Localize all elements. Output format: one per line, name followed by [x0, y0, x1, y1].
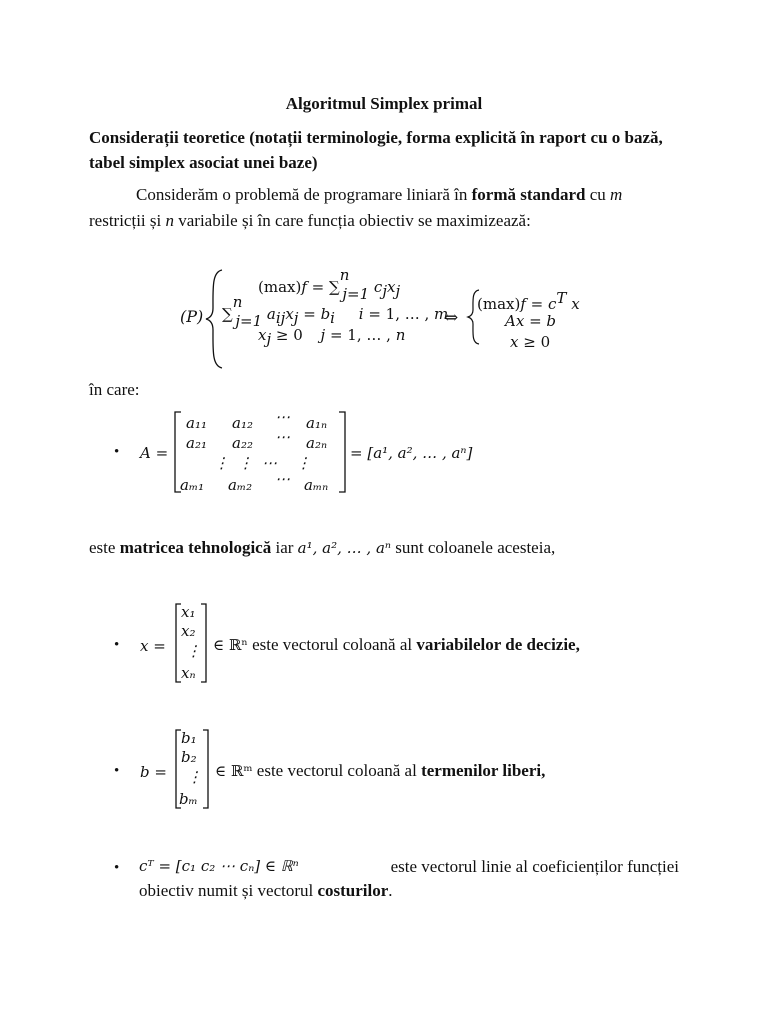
c-text-2: obiectiv numit și vectorul — [139, 881, 318, 900]
cell-dots-1: ⋯ — [275, 408, 290, 426]
x-space: ∈ ℝⁿ — [213, 636, 248, 654]
vector-c-line-1 — [139, 857, 679, 877]
bullet-x: • — [114, 637, 120, 653]
cell-a22: a₂₂ — [232, 434, 253, 452]
cell-amn: aₘₙ — [304, 476, 329, 494]
bullet-A: • — [114, 444, 120, 460]
cell-a11: a₁₁ — [186, 414, 207, 432]
vector-x-desc — [213, 635, 580, 655]
vector-b-lhs: b = — [140, 763, 167, 781]
mt-text-2: iar — [271, 538, 298, 557]
vector-c-line-2 — [139, 881, 679, 901]
cell-dots-2: ⋯ — [275, 428, 290, 446]
x-entry-1: x₁ — [181, 603, 196, 621]
mt-text-1: este — [89, 538, 120, 557]
in-care-label: în care: — [89, 380, 140, 399]
matrix-A-lhs: A = — [140, 444, 169, 462]
system-label: (P) — [180, 307, 204, 326]
cell-dots-3: ⋯ — [262, 454, 277, 472]
x-entry-4: xₙ — [181, 664, 196, 682]
intro-n: n — [165, 211, 174, 230]
x-entry-2: x₂ — [181, 622, 196, 640]
b-entry-4: bₘ — [179, 790, 198, 808]
cell-vdots-2: ⋮ — [238, 454, 253, 472]
intro-paragraph — [89, 182, 679, 234]
mt-bold: matricea tehnologică — [119, 538, 272, 557]
matrix-form-nonneg: x ≥ 0 — [510, 333, 551, 351]
cell-a2n: a₂ₙ — [306, 434, 328, 452]
mt-text-3: sunt coloanele acesteia, — [390, 538, 556, 557]
cell-am2: aₘ₂ — [228, 476, 253, 494]
x-text: este vectorul coloană al — [247, 635, 417, 654]
b-text: este vectorul coloană al — [252, 761, 422, 780]
cell-dots-4: ⋯ — [275, 470, 290, 488]
c-bold: costurilor — [317, 881, 389, 900]
matrix-description — [89, 538, 555, 558]
b-entry-1: b₁ — [181, 729, 197, 747]
system-row-constraint: ∑$^n_{j=1}$ $a_{ij}x_j = b_i$ i = 1, … , m — [222, 293, 449, 330]
cell-vdots-1: ⋮ — [214, 454, 229, 472]
cell-a21: a₂₁ — [186, 434, 207, 452]
equivalence-symbol: ⇔ — [444, 308, 459, 328]
page-title: Algoritmul Simplex primal — [285, 94, 483, 113]
b-bold: termenilor liberi, — [421, 761, 546, 780]
intro-bold-standard-form: formă standard — [471, 185, 586, 204]
mt-math: a¹, a², … , aⁿ — [297, 539, 391, 557]
b-entry-3: ⋮ — [187, 768, 202, 786]
vector-x-lhs: x = — [140, 637, 166, 655]
c-text-1: este vectorul linie al coeficienților funcției — [390, 857, 679, 876]
cell-am1: aₘ₁ — [180, 476, 205, 494]
c-end: . — [388, 881, 393, 900]
b-entry-2: b₂ — [181, 748, 197, 766]
intro-m: m — [610, 185, 623, 204]
x-bold: variabilelor de decizie, — [416, 635, 580, 654]
c-math: cᵀ = [c₁ c₂ ⋯ cₙ] ∈ ℝⁿ — [139, 857, 299, 875]
section-heading: Considerații teoretice (notații terminologie, forma explicită în raport cu o bază, tabel simplex asociat unei baze) — [89, 128, 663, 172]
cell-a1n: a₁ₙ — [306, 414, 328, 432]
vector-b-desc — [215, 761, 545, 781]
system-row-objective: (max)f = ∑$^n_{j=1}$ $c_jx_j$ — [258, 266, 401, 303]
intro-text-3: restricții și — [89, 211, 166, 230]
matrix-form-objective: $(\max)f = c^T$ x — [477, 289, 580, 313]
matrix-A-rhs: = [a¹, a², … , aⁿ] — [350, 444, 473, 462]
vector-c-block — [139, 857, 679, 901]
matrix-form-constraint: Ax = b — [505, 312, 557, 330]
cell-a12: a₁₂ — [232, 414, 253, 432]
system-row-nonneg: $x_j \ge 0$ j = 1, … , n — [258, 326, 406, 348]
cell-vdots-3: ⋮ — [296, 454, 311, 472]
intro-text-4: variabile și în care funcția obiectiv se maximizează: — [173, 211, 531, 230]
x-entry-3: ⋮ — [186, 642, 201, 660]
bullet-b: • — [114, 763, 120, 779]
bullet-c: • — [114, 860, 120, 876]
intro-text-1: Considerăm o problemă de programare liniară în — [136, 185, 472, 204]
intro-text-2: cu — [585, 185, 610, 204]
b-space: ∈ ℝᵐ — [215, 762, 253, 780]
